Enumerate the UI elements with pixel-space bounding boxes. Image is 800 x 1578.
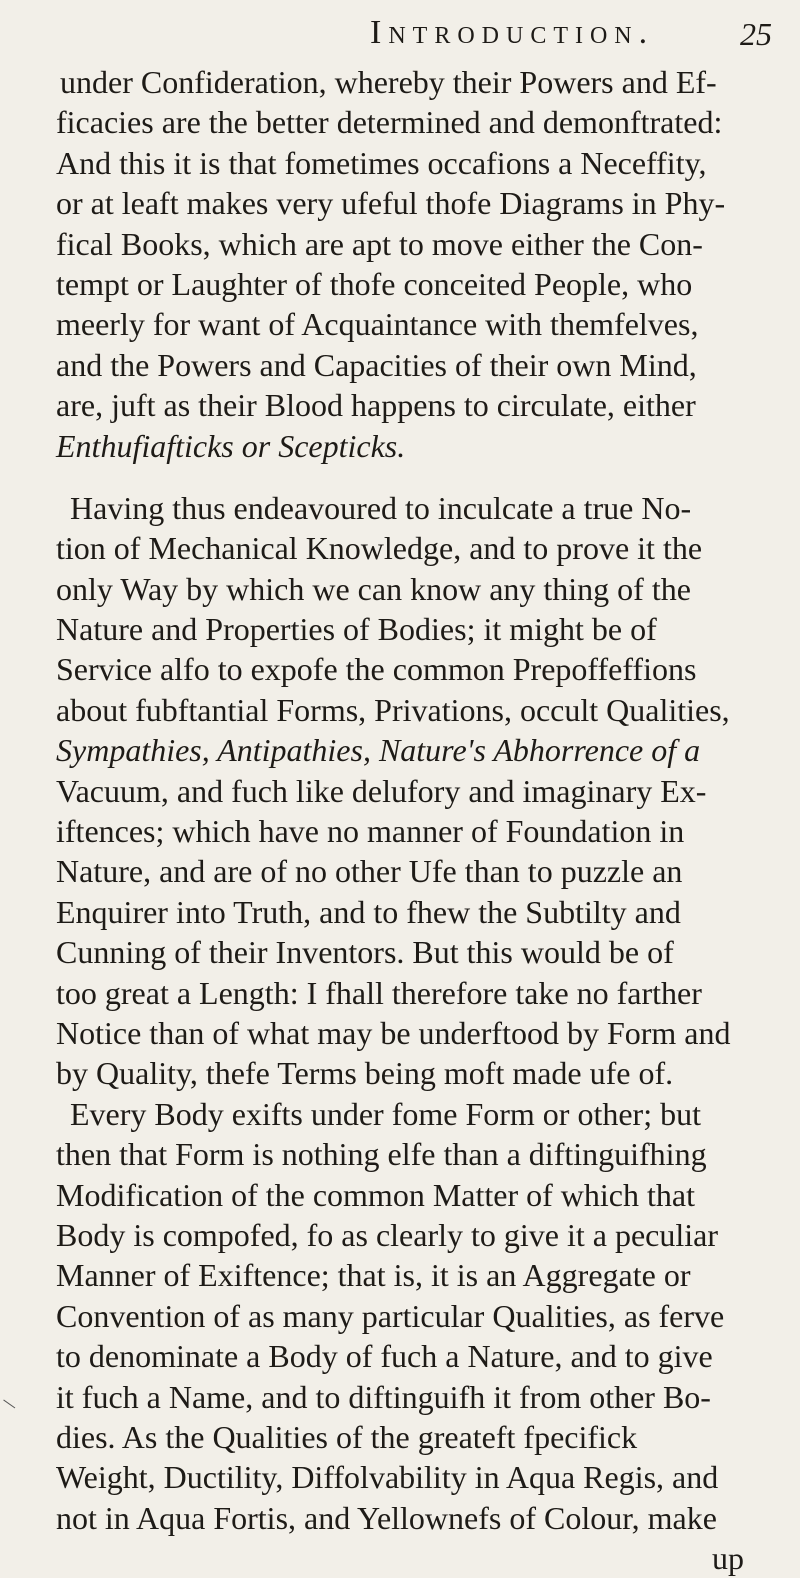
text-line: Notice than of what may be underftood by Form and	[56, 1014, 731, 1051]
text-line: by Quality, thefe Terms being moft made ufe of.	[56, 1055, 674, 1092]
text-line: And this it is that fometimes occafions a Neceffity,	[56, 144, 707, 181]
text-line: meerly for want of Acquaintance with themfelves,	[56, 306, 699, 343]
running-head: Introduction.	[370, 14, 655, 51]
paragraph-3	[56, 1094, 772, 1538]
text-line: ficacies are the better determined and demonftrated:	[56, 104, 723, 141]
text-line: Cunning of their Inventors. But this would be of	[56, 934, 674, 971]
text-line: fical Books, which are apt to move either the Con-	[56, 225, 703, 262]
text-line: and the Powers and Capacities of their own Mind,	[56, 346, 697, 383]
catchword: up	[712, 1540, 744, 1577]
text-line: tion of Mechanical Knowledge, and to prove it the	[56, 530, 703, 567]
text-line: it fuch a Name, and to diftinguifh it from other Bo-	[56, 1378, 711, 1415]
text-line: are, juft as their Blood happens to circulate, either	[56, 387, 696, 424]
text-line: only Way by which we can know any thing of the	[56, 570, 691, 607]
text-line: Weight, Ductility, Diffolvability in Aqua Regis, and	[56, 1459, 719, 1496]
text-line: too great a Length: I fhall therefore take no farther	[56, 974, 702, 1011]
text-line: dies. As the Qualities of the greateft fpecifick	[56, 1418, 638, 1455]
text-line: or at leaft makes very ufeful thofe Diagrams in Phy-	[56, 185, 726, 222]
paragraph-1	[56, 62, 772, 466]
text-line: Nature, and are of no other Ufe than to puzzle an	[56, 853, 683, 890]
text-line: under Confideration, whereby their Powers and Ef-	[60, 64, 717, 100]
text-line: Every Body exifts under fome Form or other; but	[70, 1095, 701, 1132]
paragraph-2	[56, 488, 772, 1094]
text-line: Nature and Properties of Bodies; it might be of	[56, 611, 657, 648]
page-number: 25	[740, 16, 772, 52]
text-line: then that Form is nothing elfe than a diftinguifhing	[56, 1136, 707, 1173]
text-line: Enquirer into Truth, and to fhew the Subtilty and	[56, 893, 681, 930]
body-text	[56, 62, 772, 1578]
text-line: tempt or Laughter of thofe conceited People, who	[56, 265, 693, 302]
text-line: Enthufiafticks or Scepticks.	[56, 427, 406, 464]
text-line: Modification of the common Matter of which that	[56, 1176, 695, 1213]
text-line: Vacuum, and fuch like delufory and imaginary Ex-	[56, 772, 707, 809]
text-line: Manner of Exiftence; that is, it is an Aggregate or	[56, 1257, 691, 1294]
text-line: about fubftantial Forms, Privations, occult Qualities,	[56, 691, 730, 728]
text-line: Sympathies, Antipathies, Nature's Abhorrence of a	[56, 732, 701, 769]
text-line: Convention of as many particular Qualities, as ferve	[56, 1297, 725, 1334]
text-line: to denominate a Body of fuch a Nature, and to give	[56, 1338, 713, 1375]
ink-mark	[3, 1395, 18, 1409]
text-line: iftences; which have no manner of Foundation in	[56, 813, 685, 850]
text-line: not in Aqua Fortis, and Yellownefs of Colour, make	[56, 1499, 717, 1536]
text-line: Having thus endeavoured to inculcate a true No-	[70, 489, 692, 526]
text-line: Body is compofed, fo as clearly to give it a peculiar	[56, 1216, 719, 1253]
text-line: Service alfo to expofe the common Prepoffeffions	[56, 651, 697, 688]
